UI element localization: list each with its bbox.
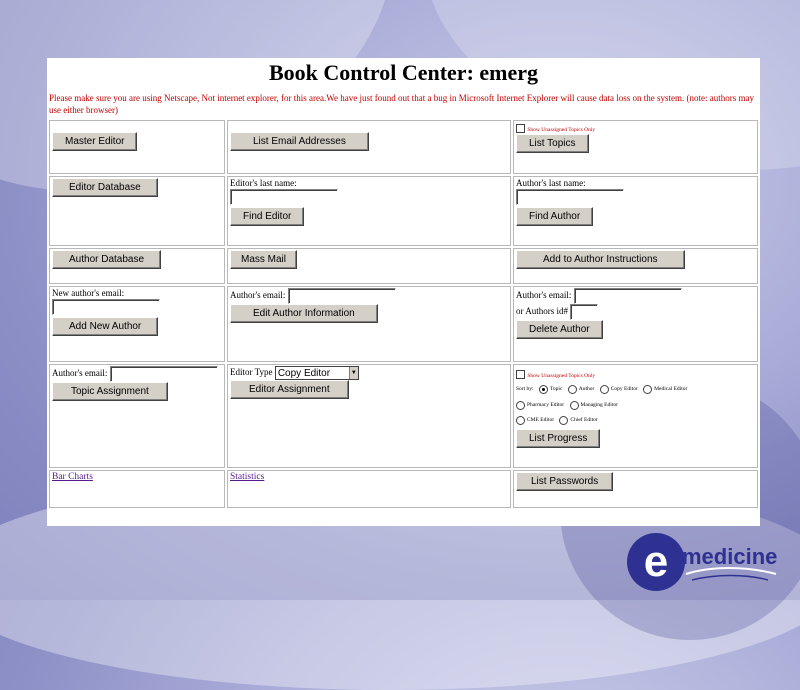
sort-copy-editor-radio[interactable] [600,385,609,394]
editor-type-label: Editor Type [230,367,273,378]
cell-add-new-author [49,286,225,362]
sort-topic-label: Topic [549,386,563,392]
cell-list-topics [513,120,758,174]
cell-editor-database [49,176,225,246]
sort-managing-editor-label: Managing Editor [580,401,618,408]
sort-cme-editor-radio[interactable] [516,416,525,425]
cell-find-author [513,176,758,246]
new-author-email-input[interactable] [52,299,160,315]
delete-author-button[interactable]: Delete Author [516,320,603,339]
cell-delete-author [513,286,758,362]
delete-author-email-input[interactable] [574,288,682,304]
logo-wordmark: medicine [682,544,778,569]
author-last-name-label: Author's last name: [516,178,586,188]
sort-cme-editor-label: CME Editor [527,417,555,424]
list-topics-button[interactable]: List Topics [516,134,589,153]
cell-list-passwords [513,470,758,508]
cell-author-database [49,248,225,284]
list-progress-button[interactable]: List Progress [516,429,600,448]
add-new-author-button[interactable]: Add New Author [52,317,158,336]
book-control-panel [47,58,760,526]
browser-warning: Please make sure you are using Netscape, Not internet explorer, for this area.We have just found out that a bug in Microsoft Internet Explorer will cause data loss on the system. (note: authors may use either browser) [49,93,754,115]
add-author-instructions-button[interactable]: Add to Author Instructions [516,250,685,269]
new-author-email-label: New author's email: [52,288,125,298]
page-title: Book Control Center: emerg [268,60,539,85]
find-editor-button[interactable]: Find Editor [230,207,304,226]
show-unassigned-label: Show Unassigned Topics Only [527,127,596,133]
show-unassigned-checkbox[interactable] [516,124,525,133]
author-last-name-input[interactable] [516,189,624,205]
editor-database-button[interactable]: Editor Database [52,178,158,197]
emedicine-logo-graphic [626,530,786,594]
mass-mail-button[interactable]: Mass Mail [230,250,297,269]
authors-id-input[interactable] [570,304,598,320]
editor-last-name-input[interactable] [230,189,338,205]
find-author-button[interactable]: Find Author [516,207,593,226]
sort-author-radio[interactable] [568,385,577,394]
author-email-input[interactable] [288,288,396,304]
emedicine-logo [626,530,786,594]
cell-list-progress [513,364,758,468]
cell-list-email [227,120,511,174]
cell-editor-assignment [227,364,511,468]
progress-show-unassigned-label: Show Unassigned Topics Only [527,373,596,379]
sort-topic-radio[interactable] [539,385,548,394]
cell-statistics [227,470,511,508]
editor-last-name-label: Editor's last name: [230,178,297,188]
sort-medical-editor-radio[interactable] [643,385,652,394]
sort-managing-editor-radio[interactable] [570,401,579,410]
bar-charts-link[interactable]: Bar Charts [52,472,93,482]
statistics-link[interactable]: Statistics [230,472,265,482]
sort-chief-editor-radio[interactable] [559,416,568,425]
editor-type-select[interactable] [275,366,359,380]
list-email-addresses-button[interactable]: List Email Addresses [230,132,369,151]
author-email-label: Author's email: [230,290,286,301]
topic-assignment-email-label: Author's email: [52,368,108,379]
cell-edit-author [227,286,511,362]
authors-id-label: or Authors id# [516,306,569,317]
delete-author-email-label: Author's email: [516,290,572,301]
cell-master-editor [49,120,225,174]
editor-assignment-button[interactable]: Editor Assignment [230,380,349,399]
cell-mass-mail [227,248,511,284]
sort-copy-editor-label: Copy Editor [610,386,638,392]
sort-by-label: Sort by: [516,386,534,392]
control-grid [47,118,760,510]
topic-assignment-email-input[interactable] [110,366,218,382]
topic-assignment-button[interactable]: Topic Assignment [52,382,168,401]
edit-author-information-button[interactable]: Edit Author Information [230,304,378,323]
chevron-down-icon[interactable]: ▼ [349,367,358,379]
master-editor-button[interactable]: Master Editor [52,132,137,151]
author-database-button[interactable]: Author Database [52,250,161,269]
cell-topic-assignment [49,364,225,468]
sort-pharmacy-editor-radio[interactable] [516,401,525,410]
sort-chief-editor-label: Chief Editor [570,417,598,424]
editor-type-value: Copy Editor [277,368,331,379]
list-passwords-button[interactable]: List Passwords [516,472,613,491]
cell-bar-charts [49,470,225,508]
logo-letter-e: e [643,537,669,586]
sort-pharmacy-editor-label: Pharmacy Editor [527,401,565,408]
sort-medical-editor-label: Medical Editor [654,386,688,392]
cell-find-editor [227,176,511,246]
logo-swoosh-inner [692,576,768,581]
cell-author-instructions [513,248,758,284]
progress-show-unassigned-checkbox[interactable] [516,370,525,379]
sort-author-label: Author [578,386,595,392]
